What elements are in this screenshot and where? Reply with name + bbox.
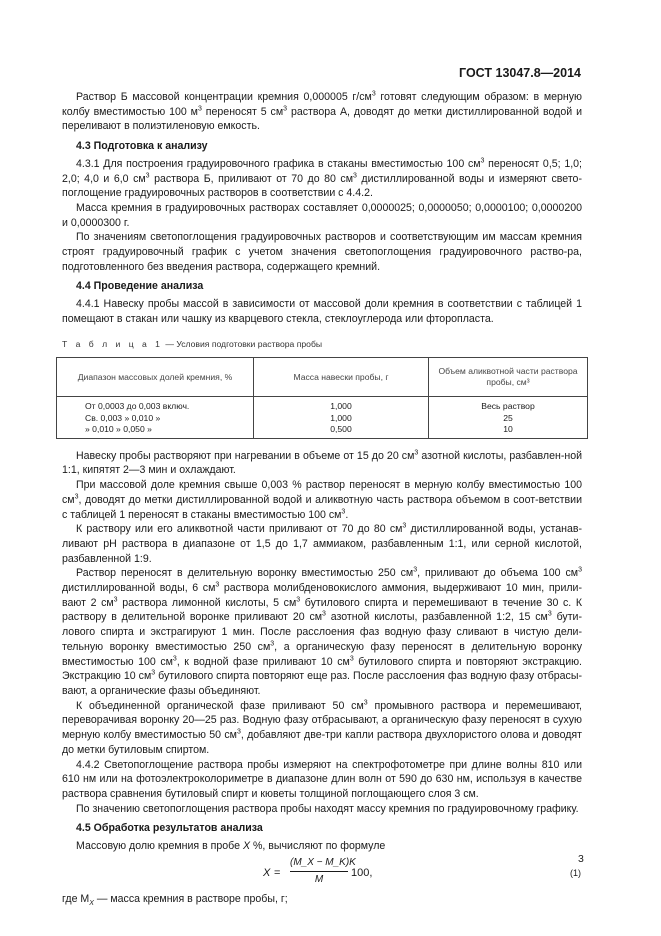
paragraph-calibration-graph: По значениям светопоглощения градуировочных растворов и соответствующим им массам кремния строят градуировочный график с учетом значения светопоглощения градуировочного раство-ра, подготовленного без введения раствора, содержащего кремний. bbox=[62, 231, 582, 273]
formula-number: (1) bbox=[570, 867, 581, 878]
paragraph-dissolve: Навеску пробы растворяют при нагревании в объеме от 15 до 20 $см^3$ азотной кислоты, разбавлен-ной 1:1, кипятят 2—3 мин и охлаждают. bbox=[62, 449, 583, 477]
table-row bbox=[57, 397, 588, 413]
table-cell: Весь раствор bbox=[429, 397, 588, 413]
paragraph-4-3-1: 4.3.1 Для построения градуировочного графика в стаканы вместимостью 100 $см^3$ переносят 0,5; 1,0; 2,0; 4,0 и 6,0 $см^3$ раствора Б, приливают от 70 до 80 $см^3$ дистиллированной воды и измеряют свето-поглощение градуировочных растворов в соответствии с 4.4.2. bbox=[62, 157, 582, 200]
table-header-cell: Объем аликвотной части раствора пробы, см³ bbox=[429, 358, 588, 397]
section-heading-4-5: 4.5 Обработка результатов анализа bbox=[76, 822, 263, 835]
paragraph-mass-fraction: Массовую долю кремния в пробе X %, вычисляют по формуле bbox=[76, 840, 386, 853]
paragraph-calibration-mass: Масса кремния в градуировочных растворах составляет 0,0000025; 0,0000050; 0,0000100; 0,0000200 и 0,0000300 г. bbox=[62, 201, 582, 229]
formula-denominator: M bbox=[314, 874, 324, 886]
table-cell: От 0,0003 до 0,003 включ. bbox=[57, 397, 254, 413]
table-caption bbox=[62, 337, 582, 352]
table-title: — Условия подготовки раствора пробы bbox=[162, 338, 323, 349]
paragraph-4-4-2: 4.4.2 Светопоглощение раствора пробы измеряют на спектрофотометре при длине волны 810 или 610 нм или на фотоэлектроколориметре в диапазоне длин волн от 590 до 630 нм, используя в качестве раствора сравнения бутиловый спирт и кюветы толщиной поглощающего слоя 3 см. bbox=[62, 758, 582, 800]
table-header-cell: Диапазон массовых долей кремния, % bbox=[57, 358, 254, 397]
paragraph-funnel: Раствор переносят в делительную воронку вместимостью 250 $см^3$, приливают до объема 100 $см^3$ дистиллированной воды, 6 $см^3$ раствора молибденовокислого аммония, выдерживают 10 мин, прили-вают 2 $см^3$ раствора лимонной кислоты, 5 $см^3$ бутилового спирта и перемешивают в течение 30 с. К раствору в делительной воронке приливают 20 $см^3$ азотной кислоты, разбавленной 1:2, 15 $см^3$ бути-лового спирта и экстрагируют 1 мин. После расслоения фаз водную фазу сливают в чистую дели-тельную воронку вместимостью 250 $см^3$, а органическую фазу переносят в делительную воронку вместимостью 100 $см^3$, к водной фазе приливают 10 $см^3$ бутилового спирта и повторяют экстракцию. Экстракцию 10 $см^3$ бутилового спирта повторяют еще раз. После расслоения фаз водную фазу отбрасы-вают, а органические фазы объединяют. bbox=[62, 566, 582, 697]
table-header-row bbox=[57, 358, 588, 397]
table-cell: 1,000 bbox=[254, 397, 429, 413]
table-sample-conditions bbox=[56, 357, 588, 439]
paragraph-4-4-1: 4.4.1 Навеску пробы массой в зависимости от массовой доли кремния в соответствии с таблицей 1 помещают в стакан или чашку из кварцевого стекла, стеклоуглерода или фторопласта. bbox=[62, 298, 582, 325]
table-row bbox=[57, 424, 588, 438]
table-cell: 25 bbox=[429, 413, 588, 425]
formula-1 bbox=[62, 856, 582, 890]
table-label: Т а б л и ц а 1 bbox=[62, 338, 163, 349]
paragraph-organic-phase: К объединенной органической фазе приливают 50 $см^3$ промывного раствора и перемешивают, переворачивая воронку 20—25 раз. Водную фазу отбрасывают, а органическую фазу переносят в сухую мерную колбу вместимостью 50 $см^3$, добавляют две-три капли раствора двухлористого олова и доводят до метки бутиловым спиртом. bbox=[62, 699, 582, 756]
table-row bbox=[57, 413, 588, 425]
document-header: ГОСТ 13047.8—2014 bbox=[459, 66, 581, 80]
formula-fraction bbox=[290, 856, 356, 888]
paragraph-over-0003: При массовой доле кремния свыше 0,003 % раствор переносят в мерную колбу вместимостью 100 $см^3$, доводят до метки дистиллированной водой и аликвотную часть раствора объемом в соот-ветствии с таблицей 1 переносят в стаканы вместимостью 100 $см^3$. bbox=[62, 479, 582, 521]
section-heading-4-3: 4.3 Подготовка к анализу bbox=[76, 140, 208, 153]
table-cell: 10 bbox=[429, 424, 588, 438]
table-cell: 1,000 bbox=[254, 413, 429, 425]
section-heading-4-4: 4.4 Проведение анализа bbox=[76, 280, 204, 293]
formula-lhs: X bbox=[263, 866, 271, 879]
paragraph-aliquot: К раствору или его аликвотной части приливают от 70 до 80 $см^3$ дистиллированной воды, устанав-ливают рН раствора в диапазоне от 1,5 до 1,7 аммиаком, разбавленным 1:1, или серной кислотой, разбавленной 1:9. bbox=[62, 522, 582, 565]
table-cell: 0,500 bbox=[254, 424, 429, 438]
document-body bbox=[62, 90, 582, 906]
paragraph-where: где $M_X$ — масса кремния в растворе пробы, г; bbox=[62, 892, 288, 907]
paragraph-solution-b: Раствор Б массовой концентрации кремния 0,000005 $г/см^3$ готовят следующим образом: в мерную колбу вместимостью 100 $м^3$ переносят 5 $см^3$ раствора А, доводят до метки дистиллированной водой и переливают в полиэтиленовую емкость. bbox=[62, 90, 583, 133]
table-cell: Св. 0,003 » 0,010 » bbox=[57, 413, 254, 425]
table-header-cell: Масса навески пробы, г bbox=[254, 358, 429, 397]
formula-equals: = bbox=[274, 866, 281, 879]
paragraph-graph-lookup: По значению светопоглощения раствора пробы находят массу кремния по градуировочному графику. bbox=[76, 802, 579, 815]
formula-multiplier: 100, bbox=[351, 866, 373, 879]
table-cell: » 0,010 » 0,050 » bbox=[57, 424, 254, 438]
page-number: 3 bbox=[578, 853, 584, 865]
formula-numerator: (M_X − M_K)K bbox=[290, 856, 348, 873]
